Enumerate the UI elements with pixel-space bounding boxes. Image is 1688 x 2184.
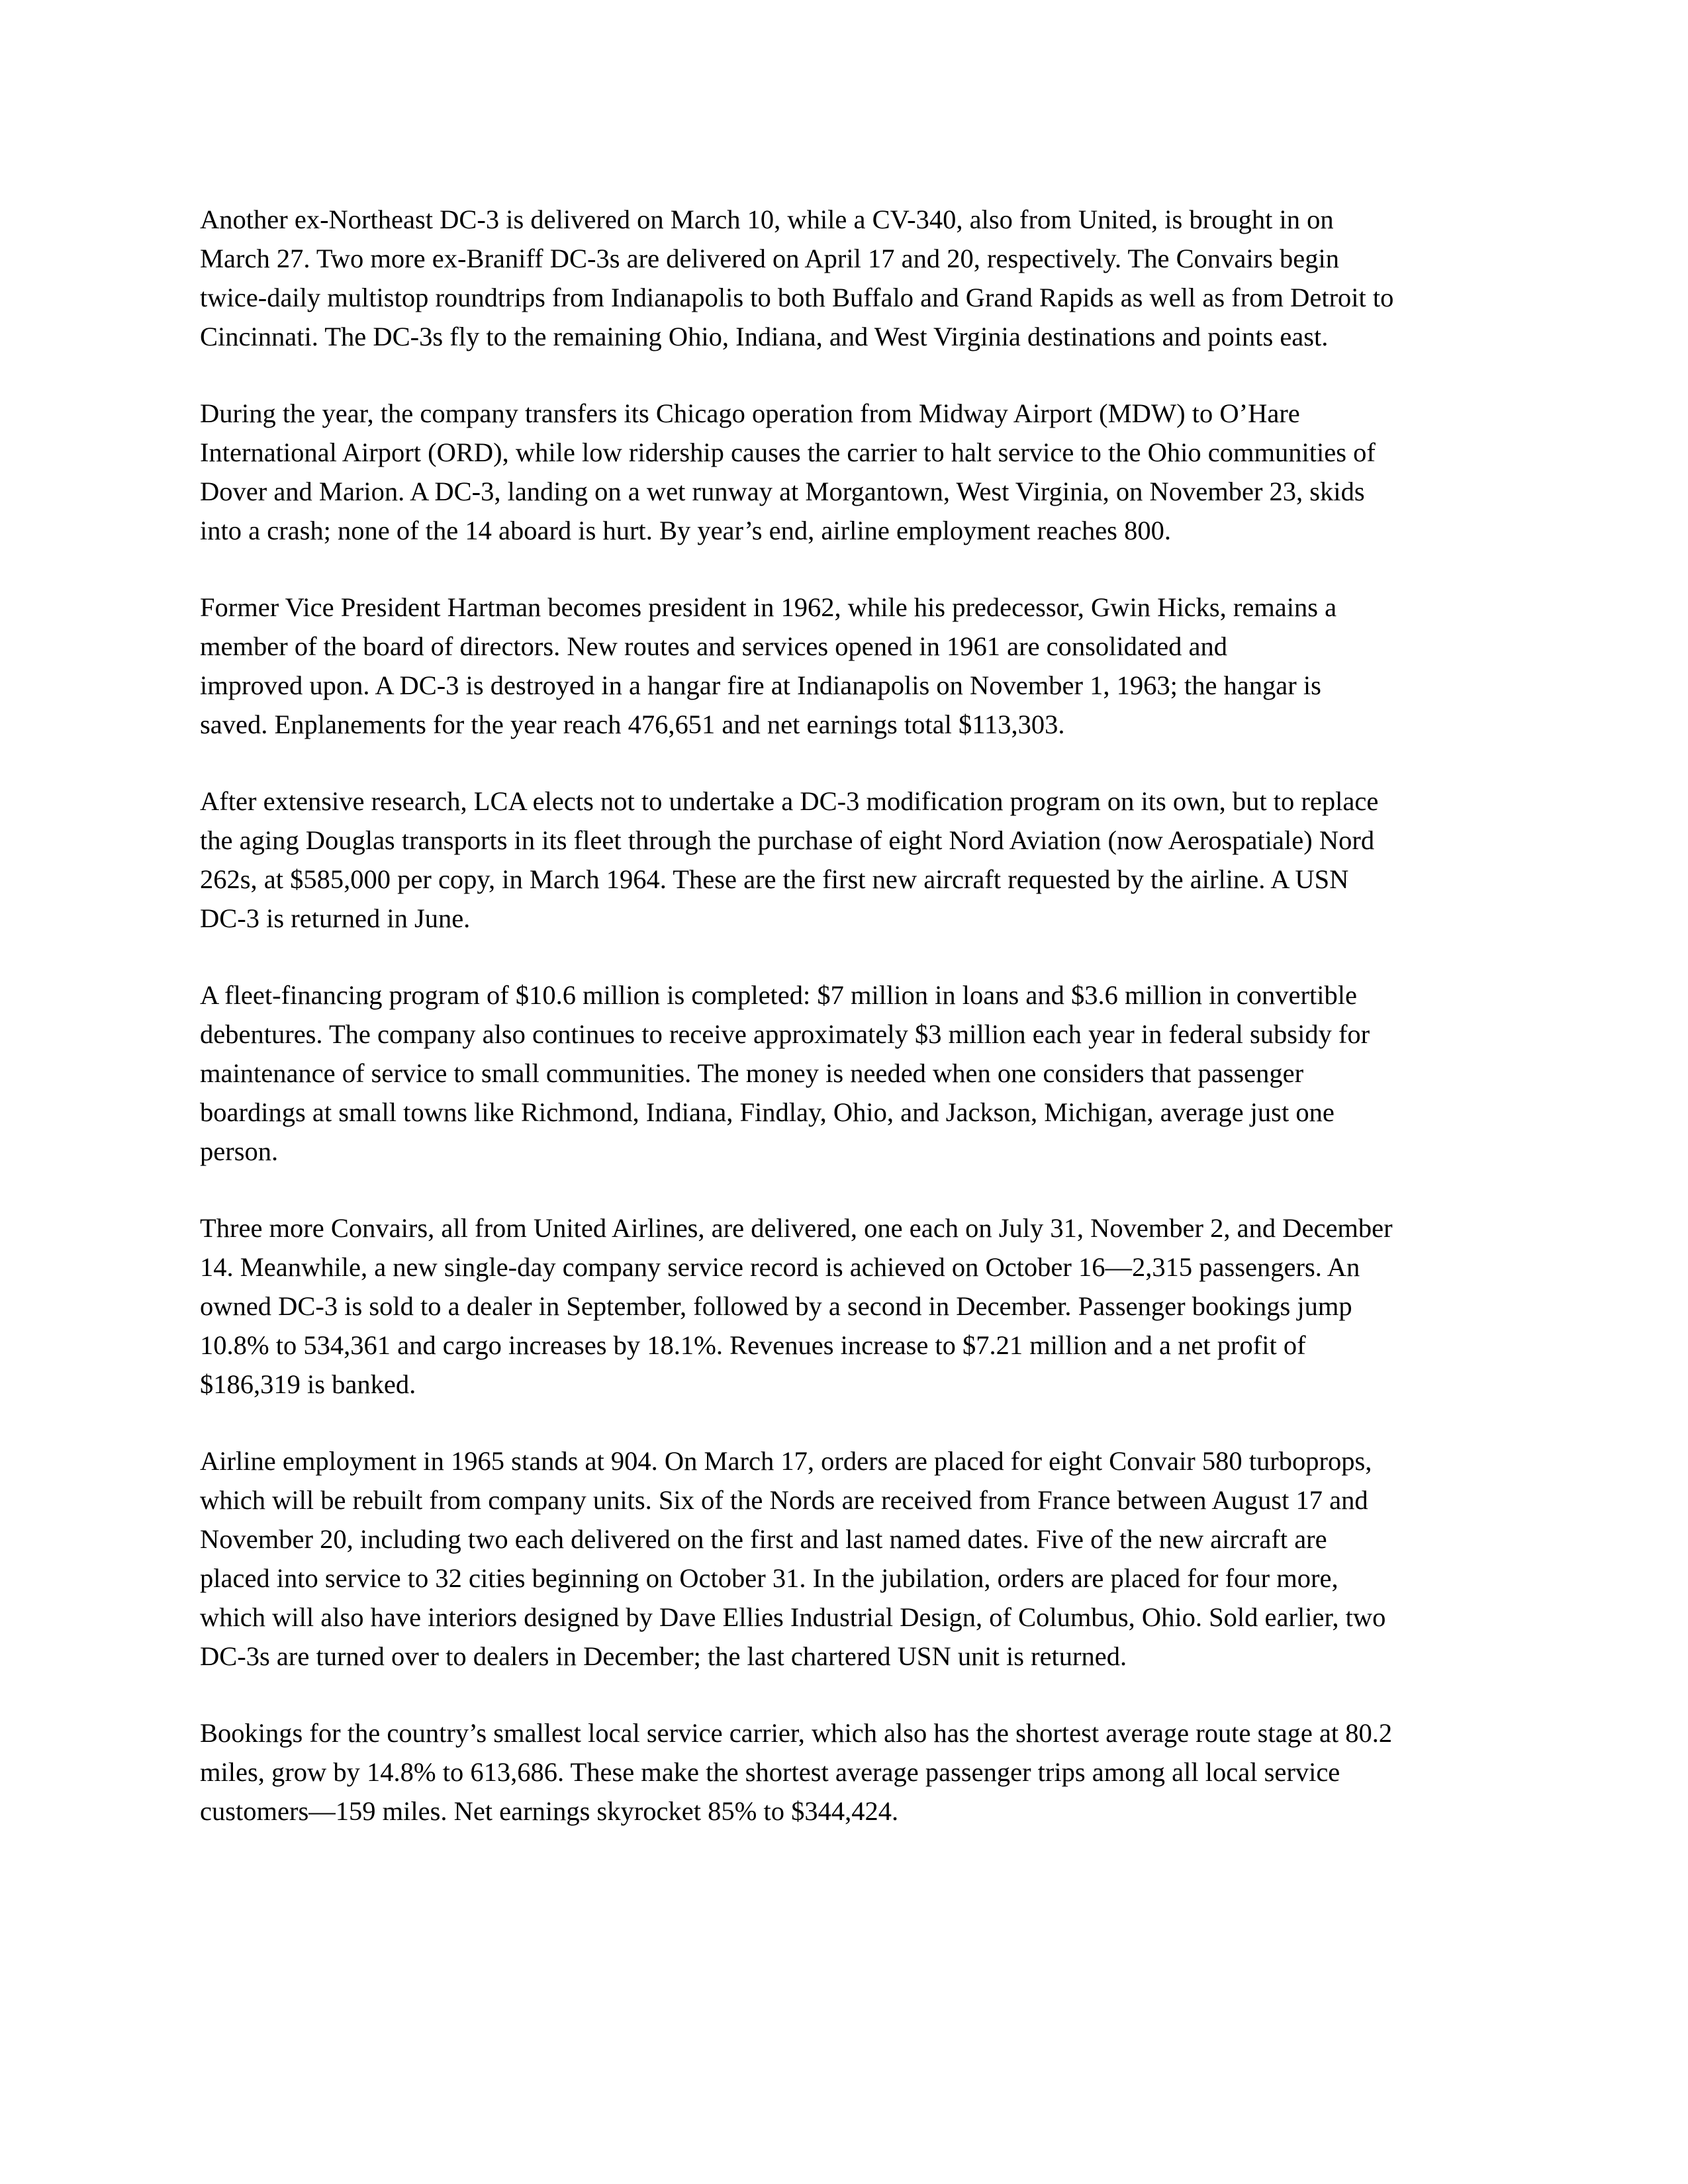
text-line: 14. Meanwhile, a new single-day company service record is achieved on October 16—2,315 passengers. An xyxy=(200,1252,1360,1282)
text-line: Airline employment in 1965 stands at 904. On March 17, orders are placed for eight Convair 580 turboprops, xyxy=(200,1446,1372,1476)
text-line: customers—159 miles. Net earnings skyrocket 85% to $344,424. xyxy=(200,1796,899,1826)
paragraph-2 xyxy=(200,394,1497,550)
text-line: After extensive research, LCA elects not to undertake a DC-3 modification program on its own, but to replace xyxy=(200,786,1379,816)
paragraph-6 xyxy=(200,1208,1497,1404)
document-page xyxy=(200,200,1497,1868)
text-line: which will also have interiors designed by Dave Ellies Industrial Design, of Columbus, Ohio. Sold earlier, two xyxy=(200,1602,1386,1632)
text-line: placed into service to 32 cities beginning on October 31. In the jubilation, orders are placed for four more, xyxy=(200,1563,1338,1593)
text-line: improved upon. A DC-3 is destroyed in a hangar fire at Indianapolis on November 1, 1963; the hangar is xyxy=(200,670,1321,700)
text-line: saved. Enplanements for the year reach 476,651 and net earnings total $113,303. xyxy=(200,709,1065,739)
text-line: member of the board of directors. New routes and services opened in 1961 are consolidated and xyxy=(200,631,1227,661)
text-line: Three more Convairs, all from United Airlines, are delivered, one each on July 31, November 2, and December xyxy=(200,1213,1393,1243)
text-line: March 27. Two more ex-Braniff DC-3s are delivered on April 17 and 20, respectively. The Convairs begin xyxy=(200,244,1339,273)
text-line: Dover and Marion. A DC-3, landing on a wet runway at Morgantown, West Virginia, on November 23, skids xyxy=(200,477,1365,506)
paragraph-8 xyxy=(200,1713,1497,1831)
text-line: DC-3 is returned in June. xyxy=(200,903,471,933)
text-line: November 20, including two each delivered on the first and last named dates. Five of the new aircraft are xyxy=(200,1524,1327,1554)
text-line: into a crash; none of the 14 aboard is hurt. By year’s end, airline employment reaches 800. xyxy=(200,516,1171,545)
paragraph-4 xyxy=(200,782,1497,938)
text-line: DC-3s are turned over to dealers in December; the last chartered USN unit is returned. xyxy=(200,1641,1127,1671)
paragraph-7 xyxy=(200,1441,1497,1676)
text-line: International Airport (ORD), while low ridership causes the carrier to halt service to the Ohio communities of xyxy=(200,437,1376,467)
text-line: 262s, at $585,000 per copy, in March 1964. These are the first new aircraft requested by the airline. A USN xyxy=(200,864,1349,894)
paragraph-5 xyxy=(200,976,1497,1171)
text-line: owned DC-3 is sold to a dealer in September, followed by a second in December. Passenger bookings jump xyxy=(200,1291,1352,1321)
text-line: During the year, the company transfers its Chicago operation from Midway Airport (MDW) to O’Hare xyxy=(200,398,1300,428)
text-line: 10.8% to 534,361 and cargo increases by 18.1%. Revenues increase to $7.21 million and a net profit of xyxy=(200,1330,1306,1360)
text-line: Another ex-Northeast DC-3 is delivered on March 10, while a CV-340, also from United, is brought in on xyxy=(200,205,1334,234)
text-line: the aging Douglas transports in its fleet through the purchase of eight Nord Aviation (now Aerospatiale) Nord xyxy=(200,825,1375,855)
paragraph-1 xyxy=(200,200,1497,356)
paragraph-3 xyxy=(200,588,1497,744)
text-line: maintenance of service to small communities. The money is needed when one considers that passenger xyxy=(200,1058,1304,1088)
text-line: A fleet-financing program of $10.6 million is completed: $7 million in loans and $3.6 million in convertible xyxy=(200,980,1357,1010)
text-line: Bookings for the country’s smallest local service carrier, which also has the shortest average route stage at 80.2 xyxy=(200,1718,1393,1748)
text-line: person. xyxy=(200,1136,279,1166)
text-line: Cincinnati. The DC-3s fly to the remaining Ohio, Indiana, and West Virginia destinations and points east. xyxy=(200,322,1329,351)
text-line: debentures. The company also continues to receive approximately $3 million each year in federal subsidy for xyxy=(200,1019,1370,1049)
text-line: Former Vice President Hartman becomes president in 1962, while his predecessor, Gwin Hicks, remains a xyxy=(200,592,1337,622)
text-line: miles, grow by 14.8% to 613,686. These make the shortest average passenger trips among all local service xyxy=(200,1757,1340,1787)
text-line: boardings at small towns like Richmond, Indiana, Findlay, Ohio, and Jackson, Michigan, average just one xyxy=(200,1097,1335,1127)
text-line: $186,319 is banked. xyxy=(200,1369,416,1399)
text-line: which will be rebuilt from company units. Six of the Nords are received from France between August 17 and xyxy=(200,1485,1368,1515)
text-line: twice-daily multistop roundtrips from Indianapolis to both Buffalo and Grand Rapids as well as from Detroit to xyxy=(200,283,1394,312)
